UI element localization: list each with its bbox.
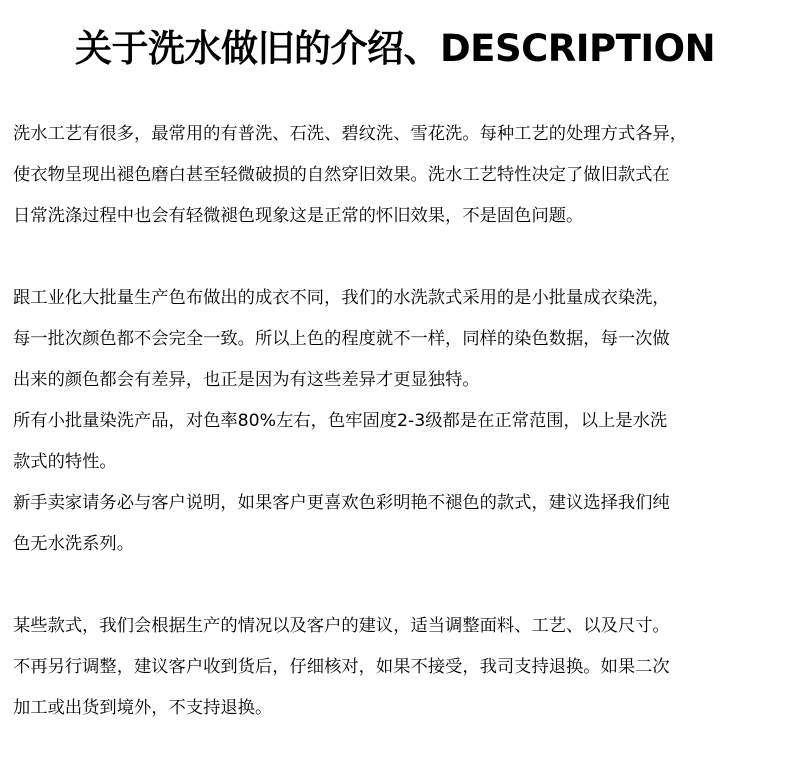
paragraph-2-line-3: 出来的颜色都会有差异，也正是因为有这些差异才更显独特。 [13, 370, 480, 390]
paragraph-4-line-2: 色无水洗系列。 [13, 534, 134, 554]
paragraph-4-line-1: 新手卖家请务必与客户说明，如果客户更喜欢色彩明艳不褪色的款式，建议选择我们纯 [13, 493, 670, 513]
paragraph-1-line-3: 日常洗涤过程中也会有轻微褪色现象这是正常的怀旧效果，不是固色问题。 [13, 206, 584, 226]
paragraph-5-line-3: 加工或出货到境外，不支持退换。 [13, 698, 273, 718]
paragraph-1-line-1: 洗水工艺有很多，最常用的有普洗、石洗、碧纹洗、雪花洗。每种工艺的处理方式各异， [13, 124, 687, 144]
paragraph-5-line-1: 某些款式，我们会根据生产的情况以及客户的建议，适当调整面料、工艺、以及尺寸。 [13, 616, 670, 636]
paragraph-2-line-1: 跟工业化大批量生产色布做出的成衣不同，我们的水洗款式采用的是小批量成衣染洗， [13, 288, 670, 308]
paragraph-1-line-2: 使衣物呈现出褪色磨白甚至轻微破损的自然穿旧效果。洗水工艺特性决定了做旧款式在 [13, 165, 670, 185]
paragraph-5-line-2: 不再另行调整，建议客户收到货后，仔细核对，如果不接受，我司支持退换。如果二次 [13, 657, 670, 677]
paragraph-3-line-2: 款式的特性。 [13, 452, 117, 472]
paragraph-3-line-1: 所有小批量染洗产品，对色率80%左右，色牢固度2-3级都是在正常范围，以上是水洗 [13, 411, 668, 431]
paragraph-2-line-2: 每一批次颜色都不会完全一致。所以上色的程度就不一样，同样的染色数据，每一次做 [13, 329, 670, 349]
page-title: 关于洗水做旧的介绍、DESCRIPTION [74, 27, 716, 70]
